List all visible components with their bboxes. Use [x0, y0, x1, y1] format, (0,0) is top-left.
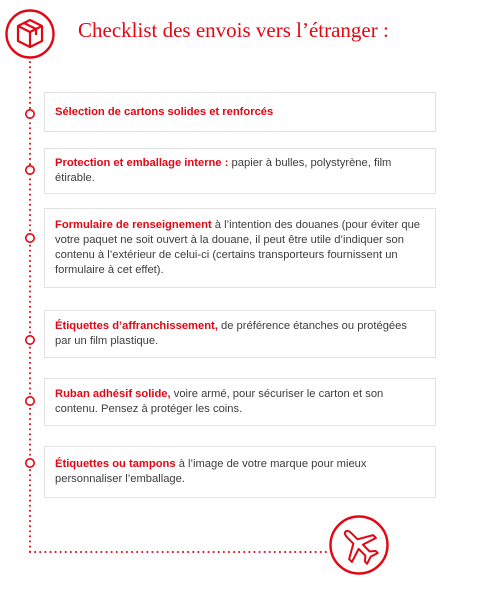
item-bold: Étiquettes d’affranchissement,: [55, 320, 218, 332]
item-text: à l’image de votre marque pour mieux personnaliser l’emballage.: [55, 458, 367, 485]
bullet-6: [26, 459, 34, 467]
bullet-5: [26, 397, 34, 405]
checklist-item-2: [44, 148, 436, 194]
item-bold: Étiquettes ou tampons: [55, 458, 176, 470]
checklist-item-5: [44, 378, 436, 426]
item-bold: Sélection de cartons solides et renforcés: [55, 105, 274, 118]
page-title: Checklist des envois vers l’étranger :: [78, 18, 389, 42]
item-text: de préférence étanches ou protégées par un film plastique.: [55, 320, 407, 347]
item-text: papier à bulles, polystyrène, film étirable.: [55, 157, 392, 184]
item-bold: Ruban adhésif solide,: [55, 388, 171, 400]
item-bold: Formulaire de renseignement: [55, 219, 212, 231]
checklist-item-1: [44, 92, 436, 132]
airplane-icon: [328, 514, 390, 576]
checklist-item-4: [44, 310, 436, 358]
bullet-3: [26, 234, 34, 242]
bullet-1: [26, 110, 34, 118]
checklist-item-3: [44, 208, 436, 288]
item-text: voire armé, pour sécuriser le carton et son contenu. Pensez à protéger les coins.: [55, 388, 384, 415]
package-box-icon: [4, 8, 56, 60]
bullet-4: [26, 336, 34, 344]
item-text: à l’intention des douanes (pour éviter que votre paquet ne soit ouvert à la douane, il peut être utile d’indiquer son contenu à l’extérieur de celui-ci (certains transporteurs fournissent un formulaire à cet effet).: [55, 219, 421, 276]
item-bold: Protection et emballage interne :: [55, 157, 229, 169]
bullet-2: [26, 166, 34, 174]
checklist-item-6: [44, 446, 436, 498]
